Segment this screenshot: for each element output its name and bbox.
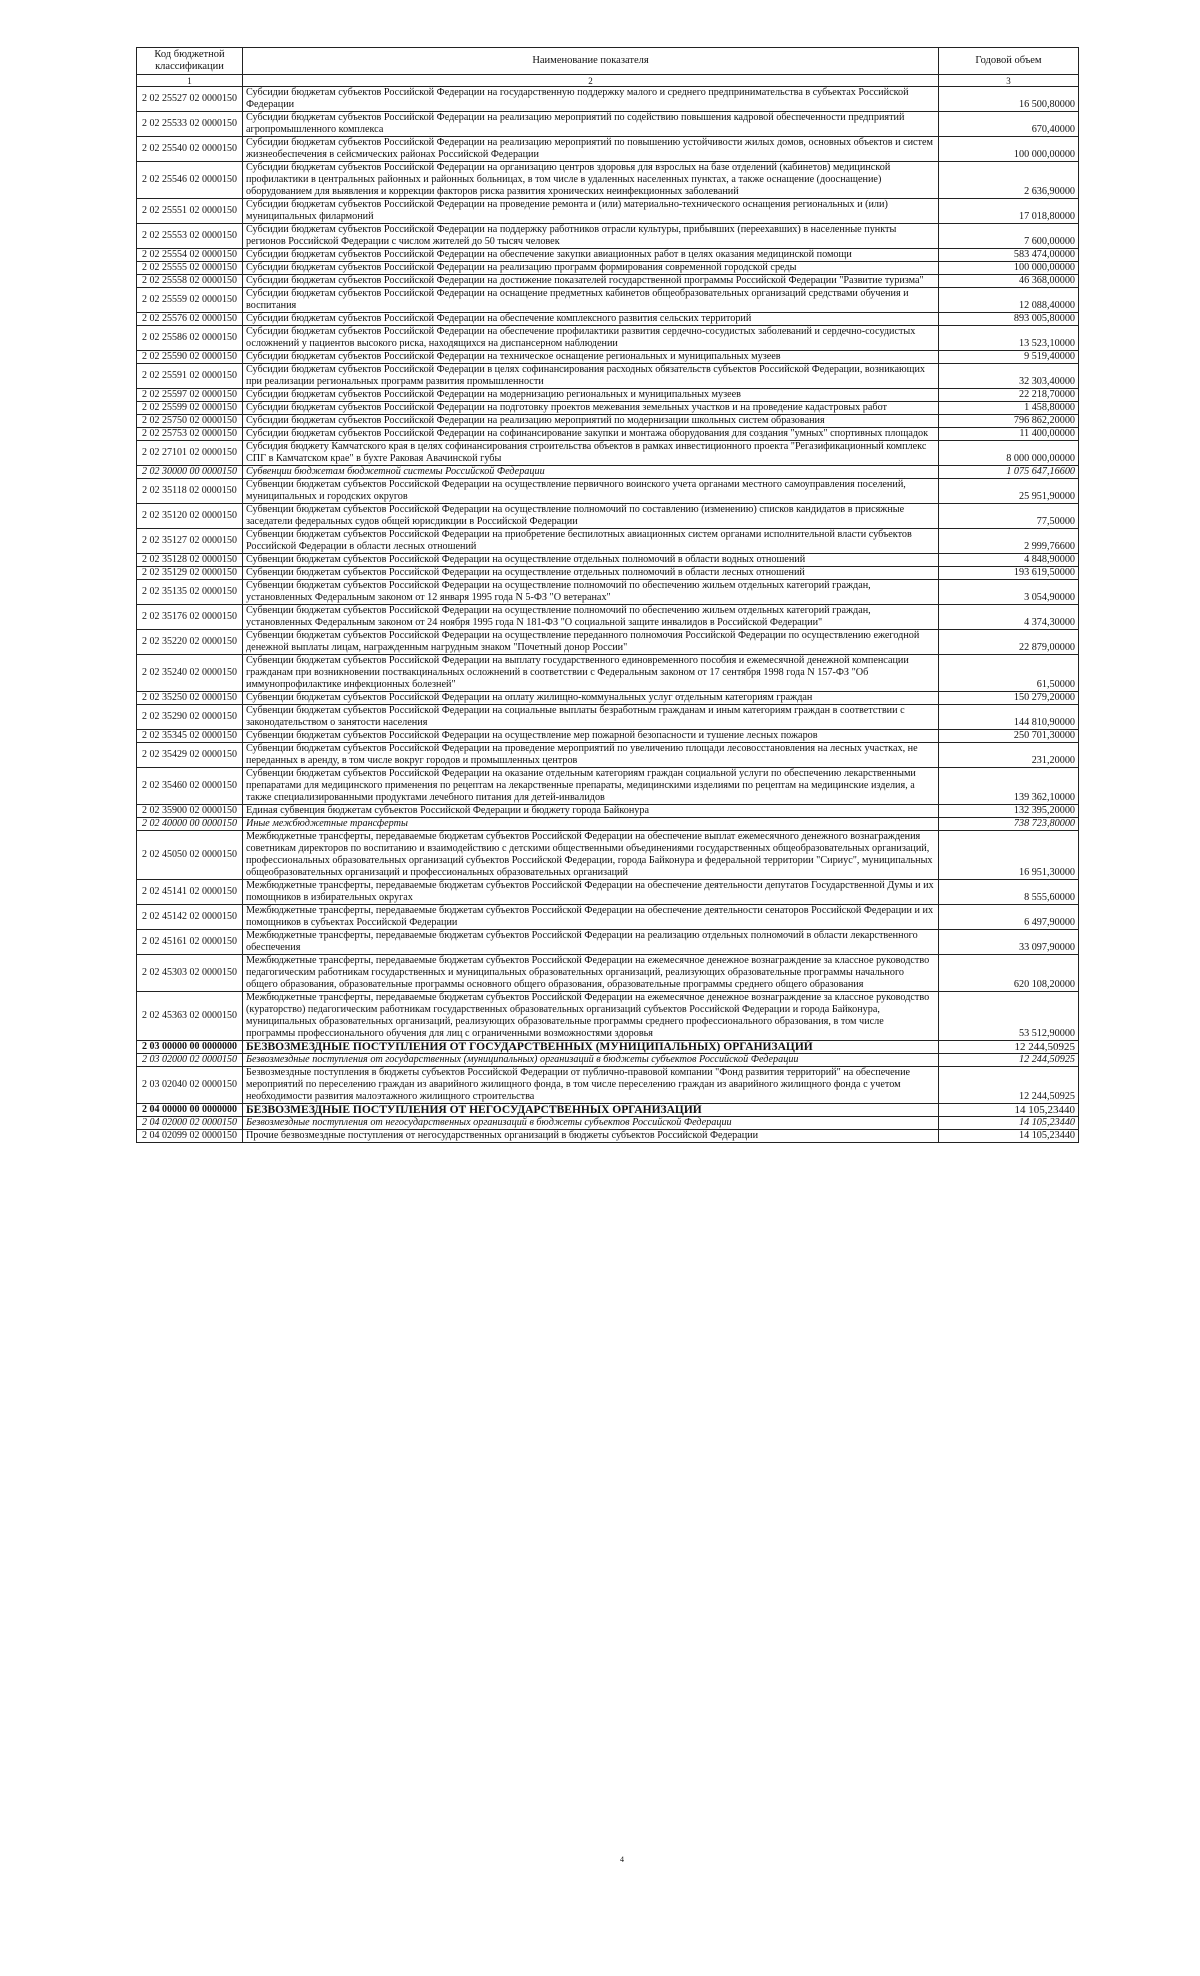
row-value: 132 395,20000 — [939, 805, 1079, 818]
row-name: Субсидии бюджетам субъектов Российской Федерации на реализацию программ формирования современной городской среды — [243, 262, 939, 275]
table-row — [137, 529, 1079, 554]
table-row — [137, 818, 1079, 831]
row-value: 893 005,80000 — [939, 313, 1079, 326]
row-value: 583 474,00000 — [939, 249, 1079, 262]
row-code: 2 02 45161 02 0000150 — [137, 930, 243, 955]
row-name: Субсидии бюджетам субъектов Российской Федерации на подготовку проектов межевания земельных участков и на проведение кадастровых работ — [243, 402, 939, 415]
row-value: 100 000,00000 — [939, 137, 1079, 162]
column-number-row — [137, 75, 1079, 87]
row-name: Субсидия бюджету Камчатского края в целях софинансирования строительства объектов в рамках инвестиционного проекта "Регазификационный комплекс СПГ в Камчатском крае" в бухте Раковая Авачинской губы — [243, 441, 939, 466]
row-name: Субвенции бюджетам субъектов Российской Федерации на осуществление отдельных полномочий в области водных отношений — [243, 554, 939, 567]
row-name: БЕЗВОЗМЕЗДНЫЕ ПОСТУПЛЕНИЯ ОТ НЕГОСУДАРСТВЕННЫХ ОРГАНИЗАЦИЙ — [243, 1104, 939, 1117]
row-code: 2 02 35127 02 0000150 — [137, 529, 243, 554]
table-row — [137, 479, 1079, 504]
table-row — [137, 288, 1079, 313]
header-row — [137, 48, 1079, 75]
row-name: Субсидии бюджетам субъектов Российской Федерации на оснащение предметных кабинетов общеобразовательных организаций средствами обучения и воспитания — [243, 288, 939, 313]
table-row — [137, 554, 1079, 567]
row-value: 150 279,20000 — [939, 692, 1079, 705]
row-value: 16 951,30000 — [939, 831, 1079, 880]
table-row — [137, 768, 1079, 805]
table-row — [137, 805, 1079, 818]
header-volume: Годовой объем — [939, 48, 1079, 75]
row-name: Субвенции бюджетам субъектов Российской Федерации на социальные выплаты безработным гражданам и иным категориям граждан в соответствии с законодательством о занятости населения — [243, 705, 939, 730]
row-value: 16 500,80000 — [939, 87, 1079, 112]
row-code: 2 02 25553 02 0000150 — [137, 224, 243, 249]
row-code: 2 02 45141 02 0000150 — [137, 880, 243, 905]
table-row — [137, 905, 1079, 930]
row-name: Субсидии бюджетам субъектов Российской Федерации на модернизацию региональных и муниципальных музеев — [243, 389, 939, 402]
row-name: Субсидии бюджетам субъектов Российской Федерации на реализацию мероприятий по модернизации школьных систем образования — [243, 415, 939, 428]
row-name: Субвенции бюджетам субъектов Российской Федерации на осуществление первичного воинского учета органами местного самоуправления поселений, муниципальных и городских округов — [243, 479, 939, 504]
column-number-1: 1 — [137, 75, 243, 87]
row-value: 11 400,00000 — [939, 428, 1079, 441]
row-name: Субсидии бюджетам субъектов Российской Федерации на достижение показателей государственной программы Российской Федерации "Развитие туризма" — [243, 275, 939, 288]
row-name: Межбюджетные трансферты, передаваемые бюджетам субъектов Российской Федерации на обеспечение деятельности депутатов Государственной Думы и их помощников в избирательных округах — [243, 880, 939, 905]
row-name: Межбюджетные трансферты, передаваемые бюджетам субъектов Российской Федерации на обеспечение деятельности сенаторов Российской Федерации и их помощников в субъектах Российской Федерации — [243, 905, 939, 930]
table-row — [137, 630, 1079, 655]
row-name: Безвозмездные поступления от негосударственных организаций в бюджеты субъектов Российской Федерации — [243, 1117, 939, 1130]
row-value: 8 555,60000 — [939, 880, 1079, 905]
row-value: 53 512,90000 — [939, 992, 1079, 1041]
table-row — [137, 567, 1079, 580]
row-code: 2 04 02099 02 0000150 — [137, 1130, 243, 1143]
row-code: 2 02 35129 02 0000150 — [137, 567, 243, 580]
row-code: 2 02 25551 02 0000150 — [137, 199, 243, 224]
table-row — [137, 466, 1079, 479]
row-name: Субвенции бюджетам субъектов Российской Федерации на осуществление полномочий по обеспечению жильем отдельных категорий граждан, установленных Федеральным законом от 12 января 1995 года N 5-ФЗ "О ветеранах" — [243, 580, 939, 605]
row-name: Субсидии бюджетам субъектов Российской Федерации на обеспечение закупки авиационных работ в целях оказания медицинской помощи — [243, 249, 939, 262]
row-code: 2 02 35460 02 0000150 — [137, 768, 243, 805]
row-name: Межбюджетные трансферты, передаваемые бюджетам субъектов Российской Федерации на обеспечение выплат ежемесячного денежного вознаграждения советникам директоров по воспитанию и взаимодействию с детскими общественными объединениями государственных общеобразовательных организаций, профессиональных образовательных организаций субъектов Российской Федерации, города Байконура и федеральной территории "Сириус", муниципальных общеобразовательных организаций и профессиональных образовательных организаций — [243, 831, 939, 880]
row-name: Субвенции бюджетам субъектов Российской Федерации на приобретение беспилотных авиационных систем органами исполнительной власти субъектов Российской Федерации в области лесных отношений — [243, 529, 939, 554]
table-row — [137, 880, 1079, 905]
row-value: 6 497,90000 — [939, 905, 1079, 930]
table-row — [137, 313, 1079, 326]
row-name: Субвенции бюджетам субъектов Российской Федерации на осуществление полномочий по составлению (изменению) списков кандидатов в присяжные заседатели федеральных судов общей юрисдикции в Российской Федерации — [243, 504, 939, 529]
row-value: 9 519,40000 — [939, 351, 1079, 364]
row-value: 670,40000 — [939, 112, 1079, 137]
row-name: Субсидии бюджетам субъектов Российской Федерации на обеспечение профилактики развития сердечно-сосудистых заболеваний и сердечно-сосудистых осложнений у пациентов высокого риска, находящихся на диспансерном наблюдении — [243, 326, 939, 351]
table-row — [137, 743, 1079, 768]
row-value: 8 000 000,00000 — [939, 441, 1079, 466]
row-code: 2 02 35250 02 0000150 — [137, 692, 243, 705]
row-name: Субвенции бюджетам субъектов Российской Федерации на выплату государственного единовременного пособия и ежемесячной денежной компенсации гражданам при возникновении поствакцинальных осложнений в соответствии с Федеральным законом от 17 сентября 1998 года N 157-ФЗ "Об иммунопрофилактике инфекционных болезней" — [243, 655, 939, 692]
row-value: 620 108,20000 — [939, 955, 1079, 992]
row-value: 12 244,50925 — [939, 1054, 1079, 1067]
row-value: 61,50000 — [939, 655, 1079, 692]
row-code: 2 02 25559 02 0000150 — [137, 288, 243, 313]
row-value: 738 723,80000 — [939, 818, 1079, 831]
row-code: 2 03 02000 02 0000150 — [137, 1054, 243, 1067]
table-row — [137, 326, 1079, 351]
budget-table-sheet — [136, 47, 1078, 1143]
column-number-2: 2 — [243, 75, 939, 87]
row-value: 144 810,90000 — [939, 705, 1079, 730]
row-name: Субсидии бюджетам субъектов Российской Федерации в целях софинансирования расходных обязательств субъектов Российской Федерации, возникающих при реализации региональных программ развития промышленности — [243, 364, 939, 389]
row-value: 17 018,80000 — [939, 199, 1079, 224]
row-name: Межбюджетные трансферты, передаваемые бюджетам субъектов Российской Федерации на ежемесячное денежное вознаграждение за классное руководство (кураторство) педагогическим работникам государственных образовательных организаций субъектов Российской Федерации и города Байконура, муниципальных образовательных организаций, реализующих образовательные программы среднего профессионального образования, в том числе программы профессионального обучения для лиц с ограниченными возможностями здоровья — [243, 992, 939, 1041]
table-row — [137, 504, 1079, 529]
row-value: 2 636,90000 — [939, 162, 1079, 199]
table-row — [137, 1117, 1079, 1130]
row-value: 7 600,00000 — [939, 224, 1079, 249]
row-code: 2 02 35240 02 0000150 — [137, 655, 243, 692]
row-name: Безвозмездные поступления от государственных (муниципальных) организаций в бюджеты субъектов Российской Федерации — [243, 1054, 939, 1067]
row-code: 2 02 25591 02 0000150 — [137, 364, 243, 389]
row-name: Субвенции бюджетам субъектов Российской Федерации на оплату жилищно-коммунальных услуг отдельным категориям граждан — [243, 692, 939, 705]
table-row — [137, 262, 1079, 275]
table-header — [137, 48, 1079, 87]
row-code: 2 02 35135 02 0000150 — [137, 580, 243, 605]
row-code: 2 02 35900 02 0000150 — [137, 805, 243, 818]
row-code: 2 02 27101 02 0000150 — [137, 441, 243, 466]
table-row — [137, 112, 1079, 137]
column-number-3: 3 — [939, 75, 1079, 87]
row-name: Субсидии бюджетам субъектов Российской Федерации на софинансирование закупки и монтажа оборудования для создания "умных" спортивных площадок — [243, 428, 939, 441]
table-row — [137, 137, 1079, 162]
table-row — [137, 87, 1079, 112]
row-name: Иные межбюджетные трансферты — [243, 818, 939, 831]
row-name: Субвенции бюджетам субъектов Российской Федерации на осуществление полномочий по обеспечению жильем отдельных категорий граждан, установленных Федеральным законом от 24 ноября 1995 года N 181-ФЗ "О социальной защите инвалидов в Российской Федерации" — [243, 605, 939, 630]
row-value: 12 244,50925 — [939, 1067, 1079, 1104]
table-row — [137, 992, 1079, 1041]
row-code: 2 02 35128 02 0000150 — [137, 554, 243, 567]
row-value: 46 368,00000 — [939, 275, 1079, 288]
row-name: Субсидии бюджетам субъектов Российской Федерации на поддержку работников отрасли культуры, прибывших (переехавших) в населенные пункты регионов Российской Федерации с числом жителей до 50 тысяч человек — [243, 224, 939, 249]
row-code: 2 02 25555 02 0000150 — [137, 262, 243, 275]
table-row — [137, 249, 1079, 262]
row-value: 193 619,50000 — [939, 567, 1079, 580]
row-code: 2 02 25599 02 0000150 — [137, 402, 243, 415]
row-name: Прочие безвозмездные поступления от негосударственных организаций в бюджеты субъектов Российской Федерации — [243, 1130, 939, 1143]
row-value: 14 105,23440 — [939, 1104, 1079, 1117]
table-row — [137, 705, 1079, 730]
table-row — [137, 402, 1079, 415]
row-value: 796 862,20000 — [939, 415, 1079, 428]
row-value: 4 374,30000 — [939, 605, 1079, 630]
row-name: Субсидии бюджетам субъектов Российской Федерации на техническое оснащение региональных и муниципальных музеев — [243, 351, 939, 364]
row-code: 2 02 25554 02 0000150 — [137, 249, 243, 262]
row-code: 2 04 00000 00 0000000 — [137, 1104, 243, 1117]
row-name: Субвенции бюджетам субъектов Российской Федерации на осуществление переданного полномочия Российской Федерации по осуществлению ежегодной денежной выплаты лицам, награжденным нагрудным знаком "Почетный донор России" — [243, 630, 939, 655]
row-code: 2 02 40000 00 0000150 — [137, 818, 243, 831]
table-row — [137, 441, 1079, 466]
row-value: 2 999,76600 — [939, 529, 1079, 554]
table-row — [137, 655, 1079, 692]
table-row — [137, 730, 1079, 743]
row-name: Субсидии бюджетам субъектов Российской Федерации на реализацию мероприятий по содействию повышения кадровой обеспеченности предприятий агропромышленного комплекса — [243, 112, 939, 137]
table-row — [137, 930, 1079, 955]
row-value: 231,20000 — [939, 743, 1079, 768]
row-code: 2 02 25533 02 0000150 — [137, 112, 243, 137]
row-code: 2 03 00000 00 0000000 — [137, 1041, 243, 1054]
row-code: 2 02 45363 02 0000150 — [137, 992, 243, 1041]
table-row — [137, 351, 1079, 364]
row-value: 77,50000 — [939, 504, 1079, 529]
table-row — [137, 1054, 1079, 1067]
row-value: 13 523,10000 — [939, 326, 1079, 351]
table-body — [137, 87, 1079, 1143]
row-name: Межбюджетные трансферты, передаваемые бюджетам субъектов Российской Федерации на ежемесячное денежное вознаграждение за классное руководство педагогическим работникам государственных и муниципальных образовательных организаций, реализующих образовательные программы начального общего образования, образовательные программы основного общего образования, образовательные программы среднего общего образования — [243, 955, 939, 992]
table-row — [137, 1104, 1079, 1117]
table-row — [137, 580, 1079, 605]
table-row — [137, 1067, 1079, 1104]
row-value: 32 303,40000 — [939, 364, 1079, 389]
row-value: 250 701,30000 — [939, 730, 1079, 743]
table-row — [137, 275, 1079, 288]
table-row — [137, 1041, 1079, 1054]
row-name: Единая субвенция бюджетам субъектов Российской Федерации и бюджету города Байконура — [243, 805, 939, 818]
table-row — [137, 415, 1079, 428]
header-code: Код бюджетной классификации — [137, 48, 243, 75]
row-code: 2 02 30000 00 0000150 — [137, 466, 243, 479]
row-name: БЕЗВОЗМЕЗДНЫЕ ПОСТУПЛЕНИЯ ОТ ГОСУДАРСТВЕННЫХ (МУНИЦИПАЛЬНЫХ) ОРГАНИЗАЦИЙ — [243, 1041, 939, 1054]
row-value: 100 000,00000 — [939, 262, 1079, 275]
row-value: 12 244,50925 — [939, 1041, 1079, 1054]
row-name: Субсидии бюджетам субъектов Российской Федерации на обеспечение комплексного развития сельских территорий — [243, 313, 939, 326]
row-code: 2 02 25750 02 0000150 — [137, 415, 243, 428]
row-code: 2 02 25753 02 0000150 — [137, 428, 243, 441]
row-name: Субвенции бюджетам субъектов Российской Федерации на оказание отдельным категориям граждан социальной услуги по обеспечению лекарственными препаратами для медицинского применения по рецептам на лекарственные препараты, медицинскими изделиями по рецептам на медицинские изделия, а также специализированными продуктами лечебного питания для детей-инвалидов — [243, 768, 939, 805]
row-value: 1 075 647,16600 — [939, 466, 1079, 479]
budget-table — [136, 47, 1079, 1143]
row-value: 22 218,70000 — [939, 389, 1079, 402]
row-value: 33 097,90000 — [939, 930, 1079, 955]
row-value: 14 105,23440 — [939, 1130, 1079, 1143]
table-row — [137, 224, 1079, 249]
row-code: 2 02 25590 02 0000150 — [137, 351, 243, 364]
row-code: 2 02 45050 02 0000150 — [137, 831, 243, 880]
row-code: 2 02 35345 02 0000150 — [137, 730, 243, 743]
row-value: 139 362,10000 — [939, 768, 1079, 805]
row-value: 14 105,23440 — [939, 1117, 1079, 1130]
table-row — [137, 955, 1079, 992]
row-code: 2 04 02000 02 0000150 — [137, 1117, 243, 1130]
row-name: Межбюджетные трансферты, передаваемые бюджетам субъектов Российской Федерации на реализацию отдельных полномочий в области лекарственного обеспечения — [243, 930, 939, 955]
row-code: 2 02 35118 02 0000150 — [137, 479, 243, 504]
row-value: 25 951,90000 — [939, 479, 1079, 504]
row-code: 2 02 25558 02 0000150 — [137, 275, 243, 288]
table-row — [137, 364, 1079, 389]
row-name: Субвенции бюджетам бюджетной системы Российской Федерации — [243, 466, 939, 479]
row-value: 3 054,90000 — [939, 580, 1079, 605]
row-code: 2 02 35120 02 0000150 — [137, 504, 243, 529]
row-value: 1 458,80000 — [939, 402, 1079, 415]
row-code: 2 02 35176 02 0000150 — [137, 605, 243, 630]
row-code: 2 02 25576 02 0000150 — [137, 313, 243, 326]
row-name: Безвозмездные поступления в бюджеты субъектов Российской Федерации от публично-правовой компании "Фонд развития территорий" на обеспечение мероприятий по переселению граждан из аварийного жилищного фонда, в том числе переселению граждан из аварийного жилищного фонда с учетом необходимости развития малоэтажного жилищного строительства — [243, 1067, 939, 1104]
row-name: Субвенции бюджетам субъектов Российской Федерации на осуществление мер пожарной безопасности и тушение лесных пожаров — [243, 730, 939, 743]
row-code: 2 02 45142 02 0000150 — [137, 905, 243, 930]
row-name: Субсидии бюджетам субъектов Российской Федерации на организацию центров здоровья для взрослых на базе отделений (кабинетов) медицинской профилактики в центральных районных и районных больницах, в том числе в удаленных населенных пунктах, а также оснащение (дооснащение) оборудованием для выявления и коррекции факторов риска развития хронических неинфекционных заболеваний — [243, 162, 939, 199]
row-value: 22 879,00000 — [939, 630, 1079, 655]
table-row — [137, 199, 1079, 224]
row-name: Субсидии бюджетам субъектов Российской Федерации на государственную поддержку малого и среднего предпринимательства в субъектах Российской Федерации — [243, 87, 939, 112]
row-code: 2 02 25546 02 0000150 — [137, 162, 243, 199]
table-row — [137, 389, 1079, 402]
row-code: 2 02 25540 02 0000150 — [137, 137, 243, 162]
row-code: 2 02 35220 02 0000150 — [137, 630, 243, 655]
row-name: Субвенции бюджетам субъектов Российской Федерации на осуществление отдельных полномочий в области лесных отношений — [243, 567, 939, 580]
table-row — [137, 605, 1079, 630]
table-row — [137, 692, 1079, 705]
row-code: 2 02 25586 02 0000150 — [137, 326, 243, 351]
row-name: Субсидии бюджетам субъектов Российской Федерации на проведение ремонта и (или) материально-технического оснащения региональных и (или) муниципальных филармоний — [243, 199, 939, 224]
page-number: 4 — [620, 1855, 624, 1864]
table-row — [137, 831, 1079, 880]
table-row — [137, 162, 1079, 199]
row-code: 2 02 25597 02 0000150 — [137, 389, 243, 402]
row-name: Субвенции бюджетам субъектов Российской Федерации на проведение мероприятий по увеличению площади лесовосстановления на лесных участках, не переданных в аренду, в том числе вокруг городов и промышленных центров — [243, 743, 939, 768]
row-code: 2 03 02040 02 0000150 — [137, 1067, 243, 1104]
row-value: 4 848,90000 — [939, 554, 1079, 567]
table-row — [137, 1130, 1079, 1143]
row-name: Субсидии бюджетам субъектов Российской Федерации на реализацию мероприятий по повышению устойчивости жилых домов, основных объектов и систем жизнеобеспечения в сейсмических районах Российской Федерации — [243, 137, 939, 162]
row-code: 2 02 35429 02 0000150 — [137, 743, 243, 768]
row-value: 12 088,40000 — [939, 288, 1079, 313]
header-name: Наименование показателя — [243, 48, 939, 75]
row-code: 2 02 45303 02 0000150 — [137, 955, 243, 992]
row-code: 2 02 25527 02 0000150 — [137, 87, 243, 112]
table-row — [137, 428, 1079, 441]
row-code: 2 02 35290 02 0000150 — [137, 705, 243, 730]
